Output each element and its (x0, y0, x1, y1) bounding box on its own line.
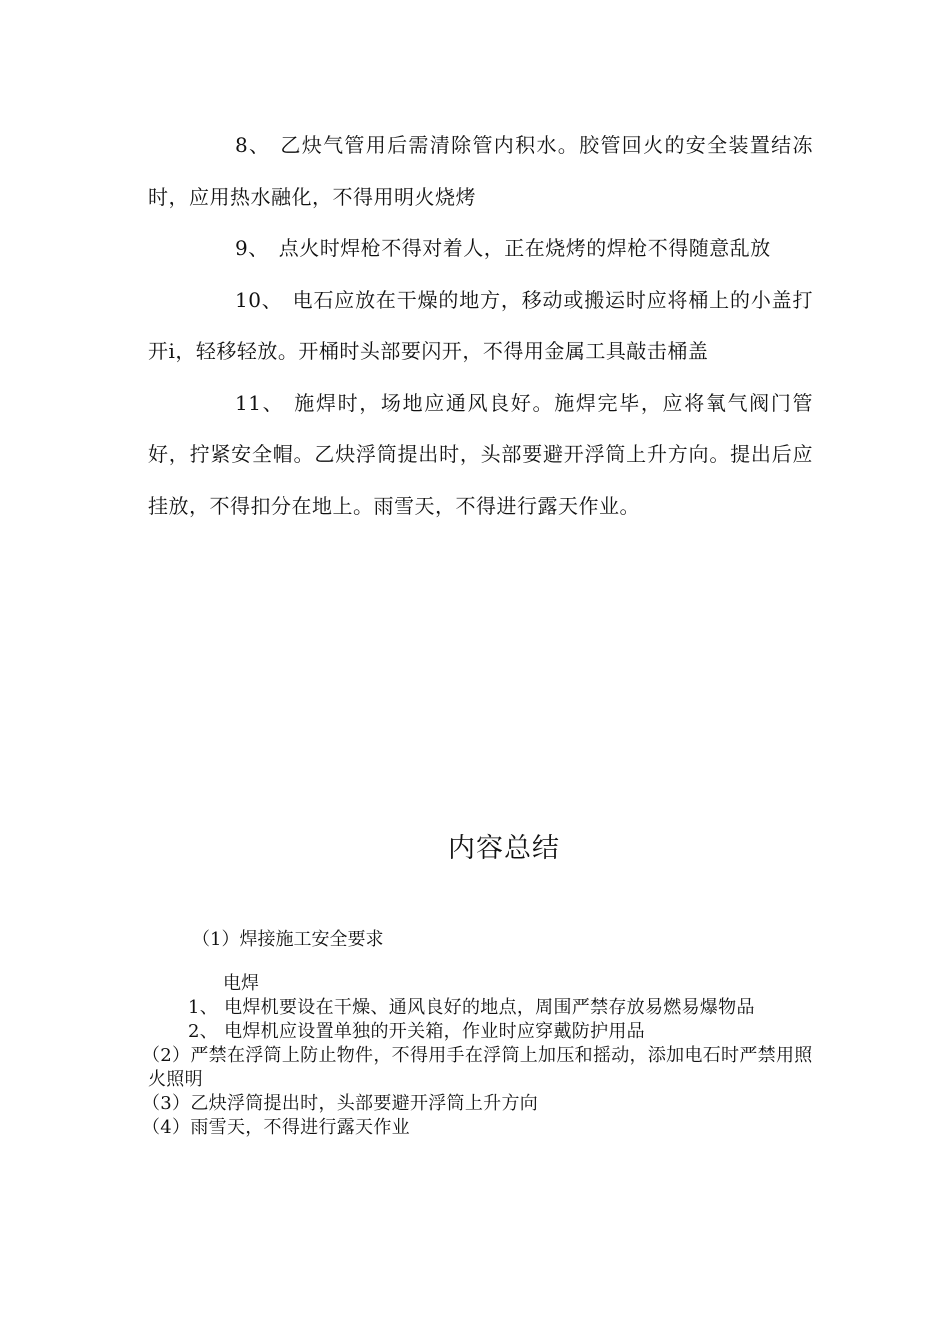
rule-number: 8、 (235, 133, 271, 157)
summary-item-1: 1、 电焊机要设在干燥、通风良好的地点，周围严禁存放易燃易爆物品 (188, 997, 755, 1018)
rule-number: 9、 (235, 236, 269, 260)
summary-point-4: （4）雨雪天，不得进行露天作业 (142, 1117, 410, 1138)
summary-section (142, 928, 813, 1140)
safety-rules-section (148, 120, 813, 532)
rule-paragraph-9 (148, 223, 813, 275)
rule-text: 施焊时，场地应通风良好。施焊完毕，应将氧气阀门管好，拧紧安全帽。乙炔浮筒提出时，头部要避开浮筒上升方向。提出后应挂放，不得扣分在地上。雨雪天，不得进行露天作业。 (148, 390, 814, 518)
rule-paragraph-10 (148, 275, 813, 378)
summary-subheading: 电焊 (223, 973, 259, 994)
summary-point-3: （3）乙炔浮筒提出时，头部要避开浮筒上升方向 (142, 1093, 539, 1114)
summary-item-2: 2、 电焊机应设置单独的开关箱，作业时应穿戴防护用品 (188, 1021, 645, 1042)
rule-number: 11、 (235, 390, 285, 415)
summary-title: 内容总结 (448, 833, 560, 864)
rule-text: 乙炔气管用后需清除管内积水。胶管回火的安全装置结冻时，应用热水融化，不得用明火烧烤 (148, 133, 813, 209)
rule-paragraph-8 (148, 120, 813, 223)
summary-point-2: （2）严禁在浮筒上防止物件，不得用手在浮筒上加压和摇动，添加电石时严禁用照火照明 (142, 1045, 813, 1090)
rule-number: 10、 (235, 287, 283, 312)
summary-heading: （1）焊接施工安全要求 (192, 929, 384, 950)
rule-text: 点火时焊枪不得对着人，正在烧烤的焊枪不得随意乱放 (278, 236, 771, 260)
rule-paragraph-11 (148, 378, 813, 533)
rule-text: 电石应放在干燥的地方，移动或搬运时应将桶上的小盖打开i，轻移轻放。开桶时头部要闪开，不得用金属工具敲击桶盖 (148, 287, 813, 363)
